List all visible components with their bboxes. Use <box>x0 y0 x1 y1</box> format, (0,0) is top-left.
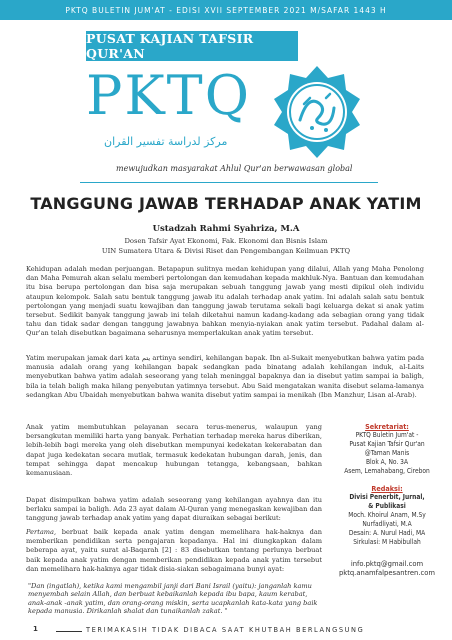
article-title: TANGGUNG JAWAB TERHADAP ANAK YATIM <box>30 194 422 213</box>
contact-email[interactable]: info.pktq@gmail.com <box>350 560 424 568</box>
bulletin-edition-text: PKTQ BULETIN JUM'AT - EDISI XVII SEPTEMBER 2021 M/SAFAR 1443 H <box>65 5 387 15</box>
editorial-heading: Redaksi: <box>371 484 403 493</box>
org-arabic-name: مركز لدراسة تفسير القران <box>104 135 228 148</box>
editorial-line: Desain: A. Nurul Hadi, MA <box>348 529 426 537</box>
org-acronym: PKTQ <box>86 64 251 127</box>
footer-rule <box>56 631 82 632</box>
article-paragraph-4: Dapat disimpulkan bahwa yatim adalah seseorang yang kehilangan ayahnya dan itu berlaku sampai ia baligh. Ada 23 ayat dalam Al-Quran yang menegaskan kewajiban dan tanggung jawab terhadap anak yatim yang dapat diuraikan sebagai berikut: <box>26 496 322 523</box>
article-paragraph-2: Yatim merupakan jamak dari kata يتم artinya sendiri, kehilangan bapak. Ibn al-Sukait menyebutkan bahwa yatim pada manusia adalah orang yang kehilangan bapak sedangkan pada binatang adalah kehilangan induk, al-Laits menyebutkan bahwa yatim adalah seseorang yang telah meninggal bapaknya dan ia disebut yatim sampai ia baligh, bila ia telah baligh maka hilang penyebutan yatimnya tersebut. Abu Said mengatakan wanita disebut selama-lamanya sedangkan Abu Ubaidah menyebutkan bahwa wanita disebut yatim sampai ia menikah (Ibn Manzhur, Lisan al-Arab). <box>26 354 424 399</box>
secretariat-heading: Sekretariat: <box>365 422 409 431</box>
sidebar-spacer <box>334 476 440 484</box>
org-tagline: mewujudkan masyarakat Ahlul Qur'an berwawasan global <box>116 164 353 173</box>
quran-quote: "Dan (ingatlah), ketika kami mengambil janji dari Bani Israil (yaitu): janganlah kamu menyembah selain Allah, dan berbuat kebaikanlah kepada ibu bapa, kaum kerabat, anak-anak -anak yatim, dan orang-orang miskin, serta ucapkanlah kata-kata yang baik kepada manusia. Dirikanlah shalat dan tunaikanlah zakat. " <box>28 582 318 616</box>
article-paragraph-3: Anak yatim membutuhkan pelayanan secara terus-menerus, walaupun yang bersangkutan memiliki harta yang banyak. Perhatian terhadap mereka harus diberikan, lebih-lebih bagi mereka yang oleh disebutkan mempunyai kedekatan kekerabatan dan dapat juga kedekatan secara mutlak, termasuk kedekatan hubungan darah, jenis, dan tempat sehingga dapat mencakup hubungan tetangga, kebangsaan, bahkan kemanusiaan. <box>26 423 322 478</box>
contact-website[interactable]: pktq.anamfalpesantren.com <box>338 569 436 577</box>
footer-note: TERIMAKASIH TIDAK DIBACA SAAT KHUTBAH BERLANGSUNG <box>86 626 365 634</box>
author-affiliation-line-1: Dosen Tafsir Ayat Ekonomi, Fak. Ekonomi dan Bisnis Islam <box>124 237 328 245</box>
editorial-line: Nurfadliyati, M.A <box>362 520 412 528</box>
quran-calligraphy-logo-icon <box>270 64 364 158</box>
editorial-line: Divisi Penerbit, Jurnal, <box>349 493 425 501</box>
article-paragraph-5 <box>26 528 322 574</box>
page-number: 1 <box>33 625 38 633</box>
bulletin-header-bar <box>0 0 452 20</box>
org-name-banner <box>86 31 298 61</box>
sidebar-contact <box>334 560 440 578</box>
paragraph-5-lead: Pertama, <box>26 528 57 536</box>
secretariat-line: @Taman Manis <box>364 449 410 457</box>
secretariat-line: Blok A, No. 3A <box>365 458 409 466</box>
secretariat-line: Pusat Kajian Tafsir Qur'an <box>349 440 425 448</box>
editorial-line: Moch. Khoirul Anam, M.Sy <box>348 511 426 519</box>
secretariat-line: Asem, Lemahabang, Cirebon <box>344 467 430 475</box>
author-affiliation-line-2: UIN Sumatera Utara & Divisi Riset dan Pengembangan Keilmuan PKTQ <box>101 247 351 255</box>
editorial-line: Sirkulasi: M Habibullah <box>353 538 421 546</box>
editorial-line: & Publikasi <box>368 502 406 510</box>
paragraph-5-body: berbuat baik kepada anak yatim dengan memelihara hak-haknya dan memberikan pendidikan serta pengajaran kepadanya. Hal ini diungkapkan dalam beberapa ayat, yaitu surat al-Baqarah [2] : 83 disebutkan tentang perlunya berbuat baik kepada anak yatim dengan memberikan pendidikan kepada anak yatim tersebut dan memelihara hak-haknya agar tidak disia-siakan sebagaimana bunyi ayat: <box>26 528 322 573</box>
org-name: PUSAT KAJIAN TAFSIR QUR'AN <box>86 31 254 61</box>
secretariat-line: PKTQ Buletin Jum'at - <box>355 431 419 439</box>
sidebar-info <box>334 422 440 547</box>
masthead-divider <box>80 182 378 183</box>
article-author: Ustadzah Rahmi Syahriza, M.A <box>152 224 300 234</box>
article-paragraph-1: Kehidupan adalah medan perjuangan. Betapapun sulitnya medan kehidupan yang dilalui, Allah yang Maha Penolong dan Maha Pemurah akan selalu memberi pertolongan dan kemudahan kepada makhluk-Nya. Bantuan dan kemudahan itu bisa berupa pertolongan dan bisa saja merupakan sebuah tanggung jawab yang mesti dipikul oleh individu ataupun kelompok. Salah satu bentuk tanggung jawab itu adalah terhadap anak yatim. Ini adalah salah satu bentuk pertolongan yang menjadi suatu kewajiban dan tanggung jawab terutama sekali bagi keluarga dekat si anak yatim tersebut. Sedikit banyak tanggung jawab ini telah diketahui namun kadang-kadang ada sebagian orang yang tidak tahu dan tidak sadar dengan tanggung jawabnya bahkan menyia-nyiakan anak yatim tersebut. Padahal dalam al-Qur'an telah disebutkan bagaimana seharusnya memperlakukan anak yatim tersebut. <box>26 265 424 338</box>
